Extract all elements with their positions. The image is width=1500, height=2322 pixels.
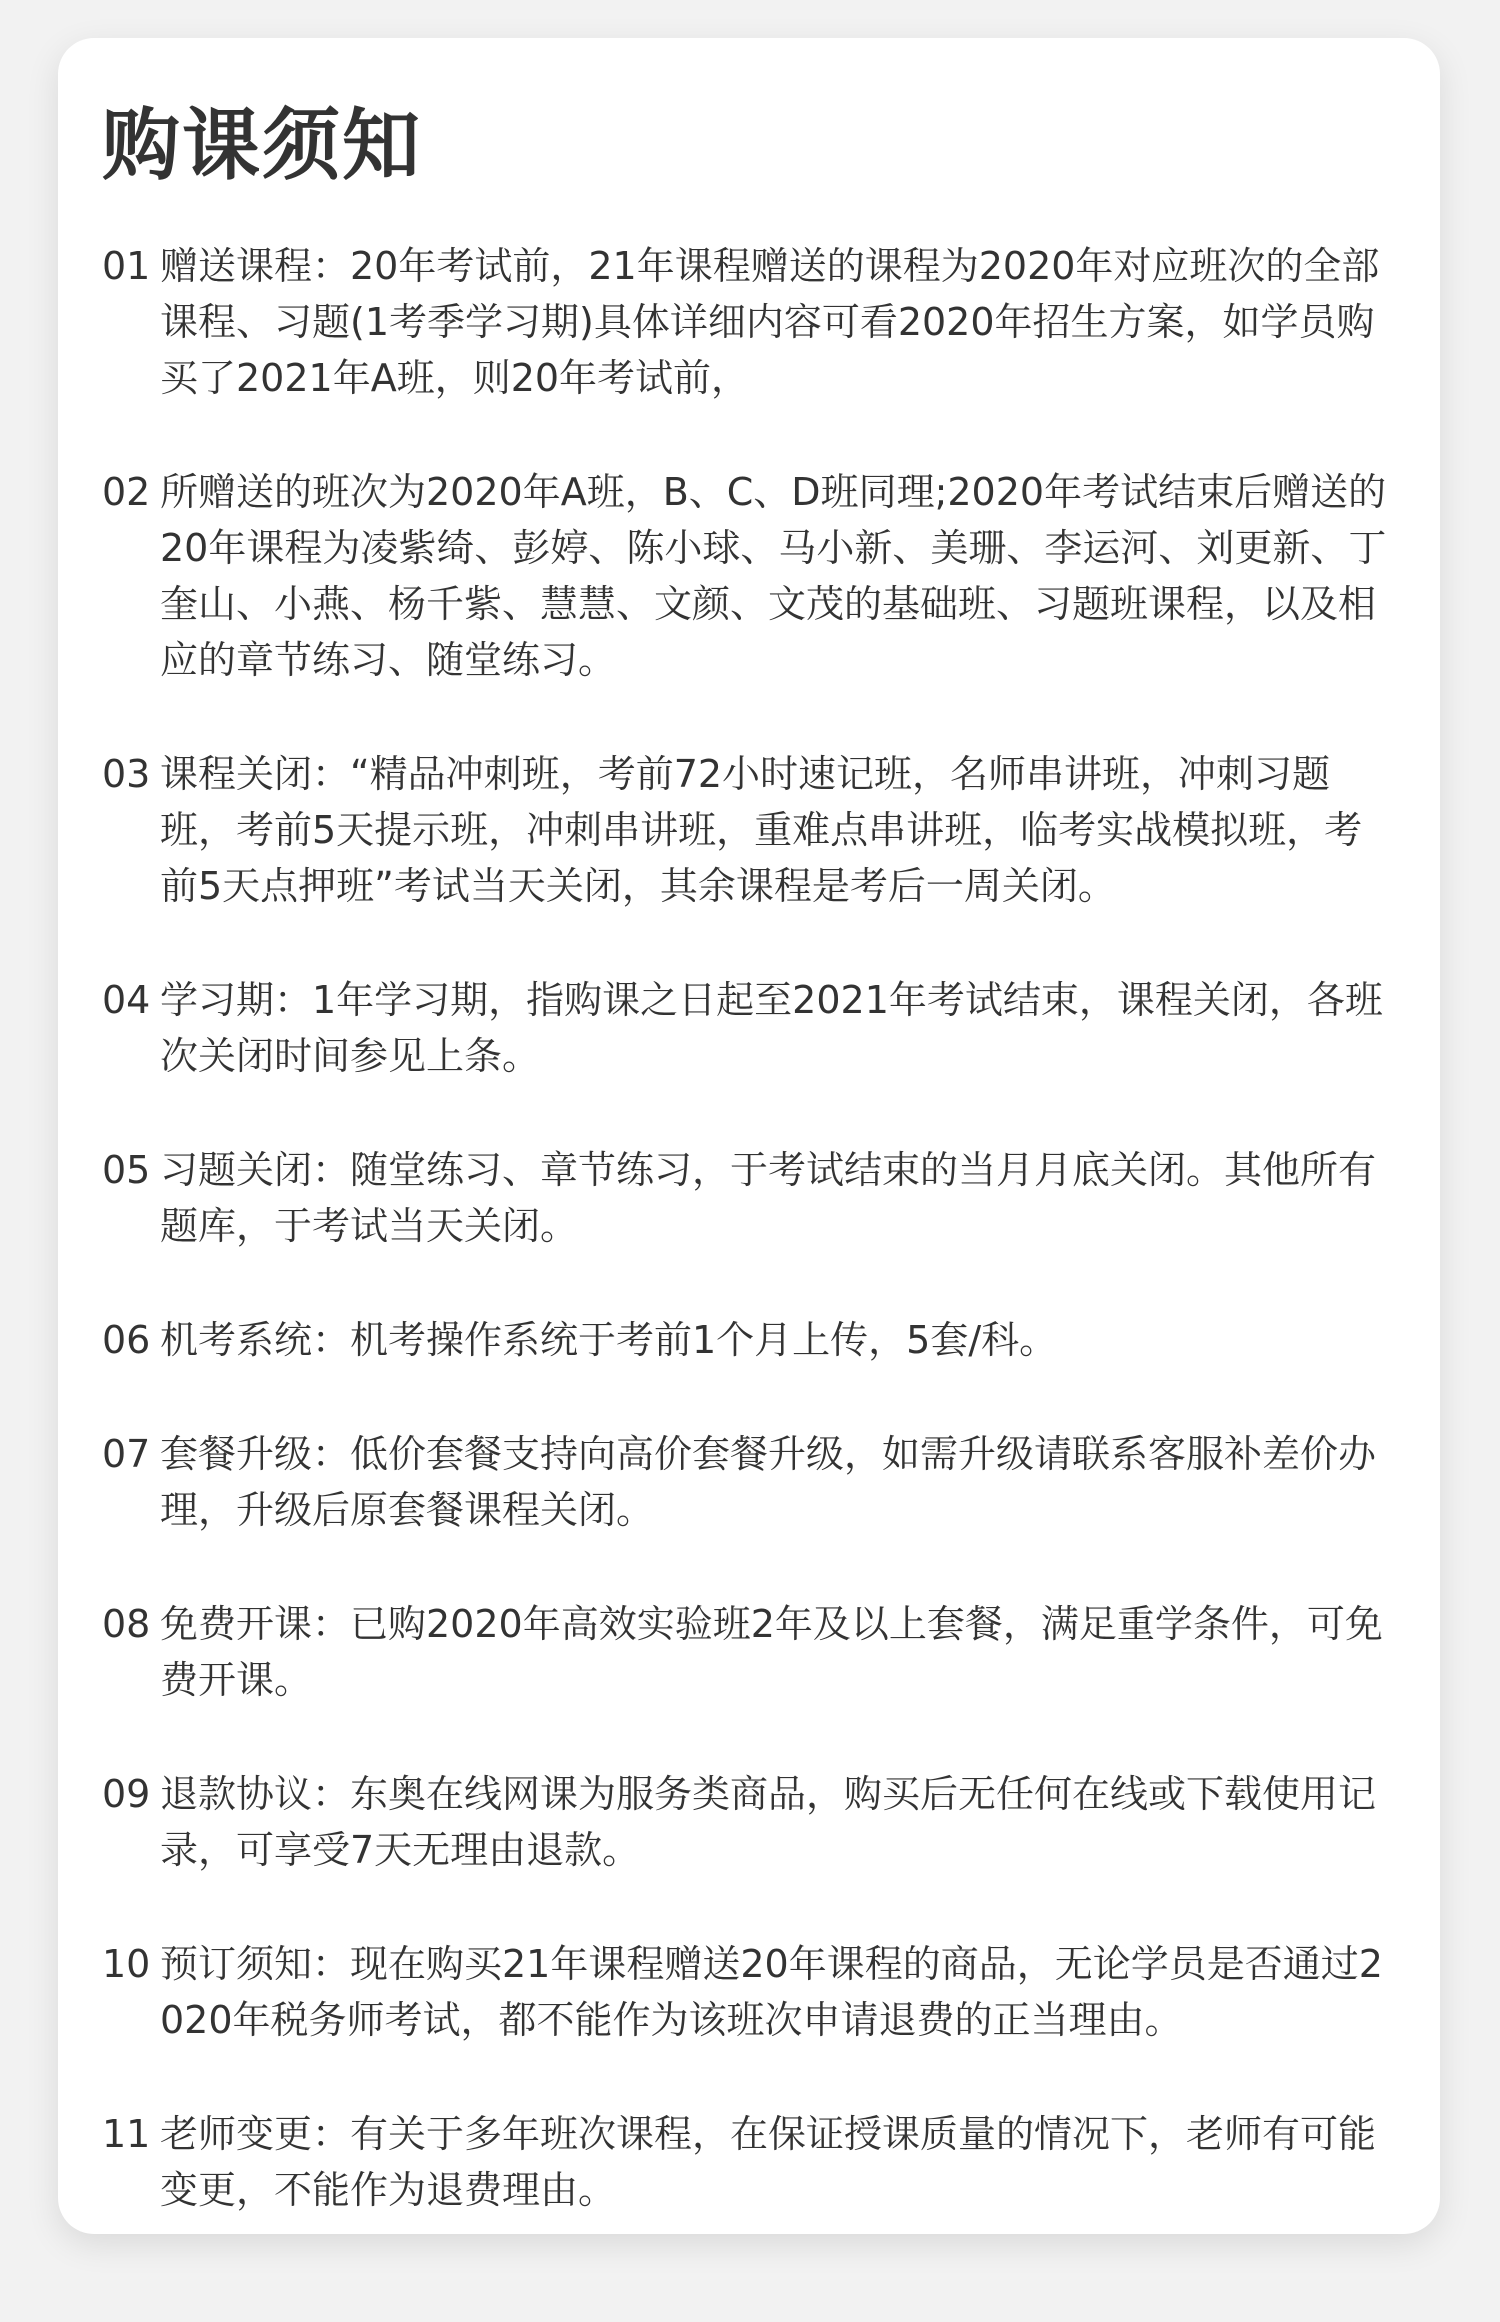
page-title: 购课须知 [102,101,423,191]
notice-item-10 [102,1936,1398,2048]
item-number: 01 [102,243,151,288]
item-number: 08 [102,1601,151,1646]
item-text: 预订须知：现在购买21年课程赠送20年课程的商品，无论学员是否通过2020年税务师考试，都不能作为该班次申请退费的正当理由。 [160,1941,1383,2042]
item-text: 机考系统：机考操作系统于考前1个月上传，5套/科。 [160,1317,1058,1362]
item-text: 习题关闭：随堂练习、章节练习，于考试结束的当月月底关闭。其他所有题库，于考试当天关闭。 [160,1147,1377,1248]
notice-item-03 [102,746,1398,914]
item-number: 03 [102,751,151,796]
item-text: 赠送课程：20年考试前，21年课程赠送的课程为2020年对应班次的全部课程、习题(1考季学习期)具体详细内容可看2020年招生方案，如学员购买了2021年A班，则20年考试前， [160,243,1380,400]
item-number: 10 [102,1941,151,1986]
notice-item-02 [102,464,1398,688]
notice-item-04 [102,972,1398,1084]
notice-item-11 [102,2106,1398,2218]
item-number: 05 [102,1147,151,1192]
item-text: 免费开课：已购2020年高效实验班2年及以上套餐，满足重学条件，可免费开课。 [160,1601,1383,1702]
item-number: 07 [102,1431,151,1476]
notice-item-06 [102,1312,1398,1368]
notice-item-07 [102,1426,1398,1538]
item-text: 退款协议：东奥在线网课为服务类商品，购买后无任何在线或下载使用记录，可享受7天无理由退款。 [160,1771,1377,1872]
notice-item-05 [102,1142,1398,1254]
item-number: 06 [102,1317,151,1362]
item-number: 04 [102,977,151,1022]
item-text: 所赠送的班次为2020年A班，B、C、D班同理;2020年考试结束后赠送的20年课程为凌紫绮、彭婷、陈小球、马小新、美珊、李运河、刘更新、丁奎山、小燕、杨千紫、慧慧、文颜、文茂的基础班、习题班课程，以及相应的章节练习、随堂练习。 [160,469,1387,682]
notice-item-08 [102,1596,1398,1708]
item-text: 课程关闭：“精品冲刺班，考前72小时速记班，名师串讲班，冲刺习题班，考前5天提示班，冲刺串讲班，重难点串讲班，临考实战模拟班，考前5天点押班”考试当天关闭，其余课程是考后一周关闭。 [160,751,1363,908]
item-text: 学习期：1年学习期，指购课之日起至2021年考试结束，课程关闭，各班次关闭时间参见上条。 [160,977,1383,1078]
item-number: 02 [102,469,151,514]
item-text: 老师变更：有关于多年班次课程，在保证授课质量的情况下，老师有可能变更，不能作为退费理由。 [160,2111,1377,2212]
purchase-notice-card [58,38,1440,2234]
notice-item-01 [102,238,1398,406]
item-number: 09 [102,1771,151,1816]
item-number: 11 [102,2111,151,2156]
notice-item-09 [102,1766,1398,1878]
item-text: 套餐升级：低价套餐支持向高价套餐升级，如需升级请联系客服补差价办理，升级后原套餐课程关闭。 [160,1431,1377,1532]
